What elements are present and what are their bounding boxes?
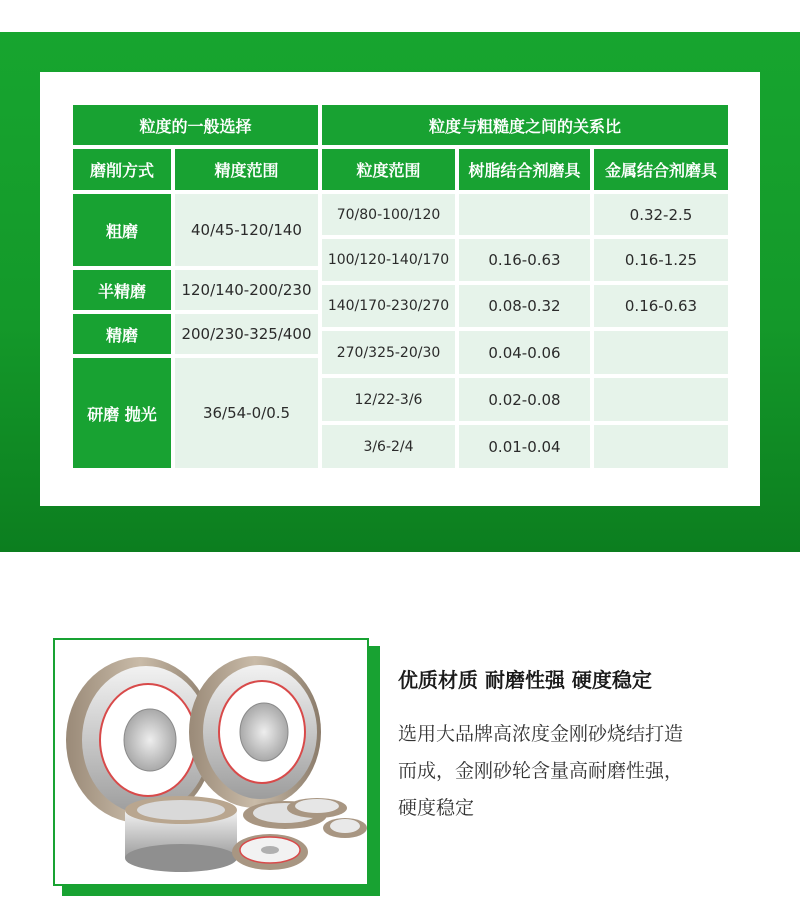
- resin-cell: 0.04-0.06: [459, 331, 590, 374]
- precision-cell: 40/45-120/140: [175, 194, 318, 266]
- resin-cell: 0.01-0.04: [459, 425, 590, 468]
- table-title-right: 粒度与粗糙度之间的关系比: [322, 105, 728, 145]
- feature-line: 硬度稳定: [398, 797, 475, 819]
- resin-cell: 0.02-0.08: [459, 378, 590, 421]
- grit-cell: 140/170-230/270: [322, 285, 455, 327]
- precision-cell: 36/54-0/0.5: [175, 358, 318, 468]
- metal-cell: [594, 425, 728, 468]
- method-cell: 精磨: [73, 314, 171, 354]
- precision-cell: 200/230-325/400: [175, 314, 318, 354]
- col-header-resin: 树脂结合剂磨具: [459, 149, 590, 190]
- metal-cell: 0.16-0.63: [594, 285, 728, 327]
- product-photo: [53, 638, 369, 886]
- feature-line: 而成，金刚砂轮含量高耐磨性强，: [398, 760, 684, 782]
- resin-cell: 0.16-0.63: [459, 239, 590, 281]
- grit-cell: 12/22-3/6: [322, 378, 455, 421]
- table-title-left: 粒度的一般选择: [73, 105, 318, 145]
- method-cell: 研磨 抛光: [73, 358, 171, 468]
- precision-cell: 120/140-200/230: [175, 270, 318, 310]
- resin-cell: 0.08-0.32: [459, 285, 590, 327]
- metal-cell: 0.16-1.25: [594, 239, 728, 281]
- col-header-grit: 粒度范围: [322, 149, 455, 190]
- grit-cell: 70/80-100/120: [322, 194, 455, 235]
- feature-description: [398, 716, 758, 827]
- col-header-method: 磨削方式: [73, 149, 171, 190]
- metal-cell: [594, 331, 728, 374]
- metal-cell: 0.32-2.5: [594, 194, 728, 235]
- grit-cell: 270/325-20/30: [322, 331, 455, 374]
- feature-title: 优质材质 耐磨性强 硬度稳定: [398, 668, 652, 692]
- grit-cell: 3/6-2/4: [322, 425, 455, 468]
- feature-line: 选用大品牌高浓度金刚砂烧结打造: [398, 723, 684, 745]
- col-header-metal: 金属结合剂磨具: [594, 149, 728, 190]
- col-header-precision: 精度范围: [175, 149, 318, 190]
- metal-cell: [594, 378, 728, 421]
- method-cell: 半精磨: [73, 270, 171, 310]
- grinding-wheels-illustration: [55, 640, 367, 884]
- method-cell: 粗磨: [73, 194, 171, 266]
- grit-cell: 100/120-140/170: [322, 239, 455, 281]
- resin-cell: [459, 194, 590, 235]
